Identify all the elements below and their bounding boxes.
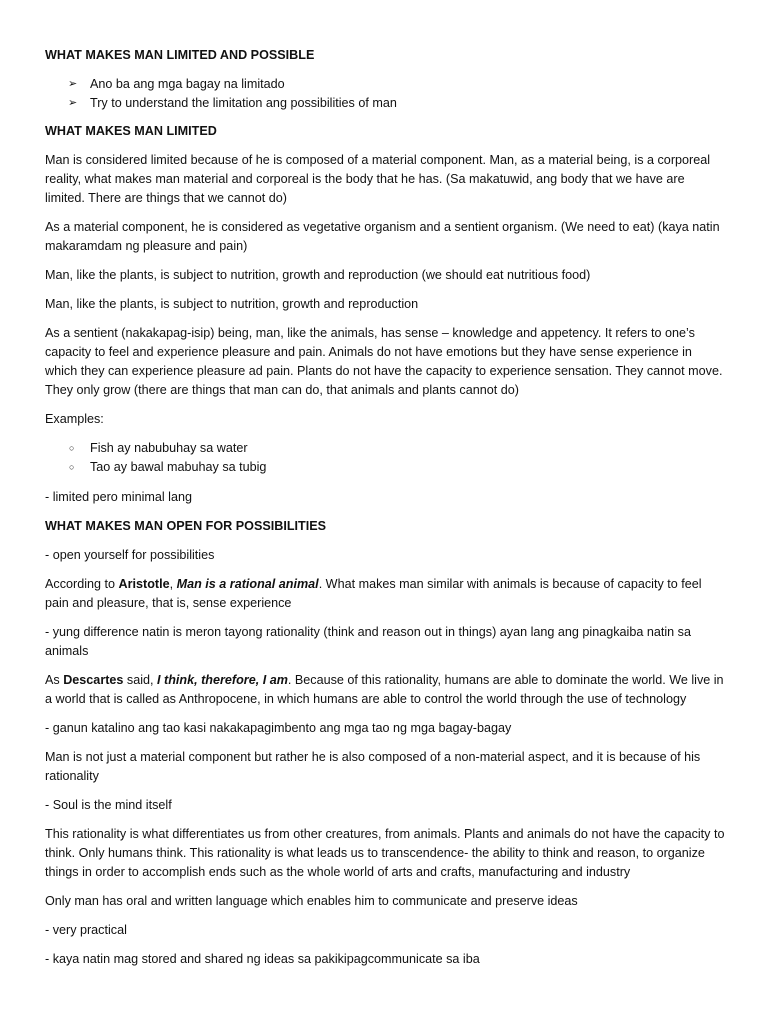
- paragraph: As a sentient (nakakapag-isip) being, man, like the animals, has sense – knowledge and appetency. It refers to one’s capacity to feel and experience pleasure and pain. Animals do not have emotions but they have sense experience in which they can experience pleasure ad pain. Plants do not have the capacity to experience sensation. They cannot move. They only grow (there are things that man can do, that animals and plants cannot do): [45, 326, 723, 397]
- paragraph: As a material component, he is considered as vegetative organism and a sentient organism. (We need to eat) (kaya natin makaramdam ng pleasure and pain): [45, 220, 720, 253]
- paragraph: - limited pero minimal lang: [45, 490, 192, 504]
- paragraph: Man, like the plants, is subject to nutrition, growth and reproduction: [45, 297, 419, 311]
- arrow-bullet-icon: ➢: [68, 78, 78, 90]
- paragraph: Examples:: [45, 412, 104, 426]
- bullet-list-arrows: [68, 75, 397, 113]
- name-aristotle: Aristotle: [118, 577, 170, 591]
- bullet-list-circles: [68, 439, 266, 477]
- arrow-bullet-icon: ➢: [68, 97, 78, 109]
- section-heading-limited: WHAT MAKES MAN LIMITED: [45, 124, 217, 138]
- paragraph: Man, like the plants, is subject to nutrition, growth and reproduction (we should eat nutritious food): [45, 268, 591, 282]
- paragraph: - open yourself for possibilities: [45, 548, 215, 562]
- paragraph: As Descartes said, I think, therefore, I am. Because of this rationality, humans are able to dominate the world. We live in a world that is called as Anthropocene, in which humans are able to control the world through the use of technology: [45, 673, 724, 706]
- list-item: ○ Fish ay nabubuhay sa water: [68, 439, 266, 458]
- paragraph: According to Aristotle, Man is a rational animal. What makes man similar with animals is because of capacity to feel pain and pleasure, that is, sense experience: [45, 577, 702, 610]
- section-heading-possibilities: WHAT MAKES MAN OPEN FOR POSSIBILITIES: [45, 519, 327, 533]
- list-item: ○ Tao ay bawal mabuhay sa tubig: [68, 458, 266, 477]
- paragraph: - yung difference natin is meron tayong rationality (think and reason out in things) ayan lang ang pinagkaiba natin sa animals: [45, 625, 691, 658]
- paragraph: This rationality is what differentiates us from other creatures, from animals. Plants and animals do not have the capacity to think. Only humans think. This rationality is what leads us to transcendence- the ability to think and reason, to organize things in order to accomplish ends such as the whole world of arts and crafts, manufacturing and industry: [45, 827, 725, 879]
- circle-bullet-icon: ○: [69, 462, 75, 472]
- quote-rational-animal: Man is a rational animal: [176, 577, 319, 591]
- paragraph: Man is considered limited because of he is composed of a material component. Man, as a material being, is a corporeal reality, what makes man material and corporeal is the body that he has. (Sa makatuwid, ang body that we have are limited. There are things that we cannot do): [45, 153, 711, 205]
- list-item: ➢ Try to understand the limitation ang possibilities of man: [68, 94, 397, 113]
- paragraph: - Soul is the mind itself: [45, 798, 172, 812]
- name-descartes: Descartes: [63, 673, 124, 687]
- paragraph: - ganun katalino ang tao kasi nakakapagimbento ang mga tao ng mga bagay-bagay: [45, 721, 512, 735]
- paragraph: - kaya natin mag stored and shared ng ideas sa pakikipagcommunicate sa iba: [45, 952, 480, 966]
- paragraph: Only man has oral and written language which enables him to communicate and preserve ideas: [45, 894, 578, 908]
- list-item: ➢ Ano ba ang mga bagay na limitado: [68, 75, 397, 94]
- circle-bullet-icon: ○: [69, 443, 75, 453]
- section-heading-limited-and-possible: WHAT MAKES MAN LIMITED AND POSSIBLE: [45, 48, 315, 62]
- paragraph: Man is not just a material component but rather he is also composed of a non-material aspect, and it is because of his rationality: [45, 750, 701, 783]
- quote-i-think: I think, therefore, I am: [157, 673, 288, 687]
- paragraph: - very practical: [45, 923, 127, 937]
